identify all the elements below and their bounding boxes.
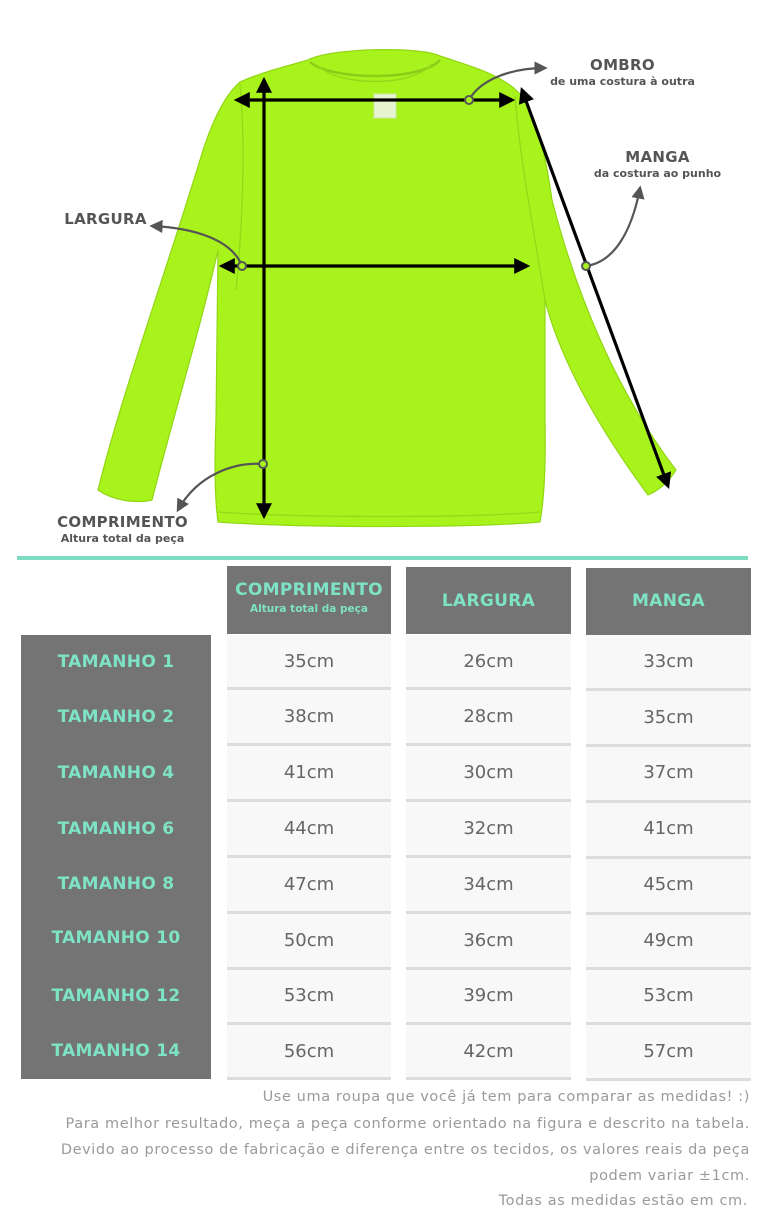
size-label: TAMANHO 6 bbox=[57, 819, 175, 839]
comprimento-subtitle: Altura total da peça bbox=[60, 532, 185, 545]
note-units: Todas as medidas estão em cm. bbox=[498, 1193, 748, 1209]
column-header-manga bbox=[586, 568, 751, 635]
largura-callout bbox=[58, 210, 153, 228]
table-cell: 26cm bbox=[406, 635, 571, 690]
size-label: TAMANHO 8 bbox=[57, 874, 175, 894]
size-label: TAMANHO 10 bbox=[51, 928, 181, 948]
table-cell: 45cm bbox=[586, 859, 751, 915]
column-header-title: LARGURA bbox=[441, 591, 536, 611]
column-header-subtitle: Altura total da peça bbox=[250, 603, 368, 615]
largura-title: LARGURA bbox=[64, 210, 147, 228]
section-divider bbox=[17, 556, 748, 560]
table-cell: 33cm bbox=[586, 635, 751, 691]
size-label: TAMANHO 14 bbox=[51, 1041, 181, 1061]
manga-callout bbox=[585, 148, 730, 180]
ombro-callout bbox=[540, 56, 705, 88]
table-cell: 35cm bbox=[227, 635, 391, 690]
table-cell: 36cm bbox=[406, 914, 571, 970]
size-column bbox=[21, 635, 211, 1079]
size-label: TAMANHO 12 bbox=[51, 986, 181, 1006]
note-variation: Devido ao processo de fabricação e diferença entre os tecidos, os valores reais da peça bbox=[60, 1142, 750, 1158]
note-variation-2: podem variar ±1cm. bbox=[589, 1168, 750, 1184]
ombro-subtitle: de uma costura à outra bbox=[550, 75, 695, 88]
table-cell: 41cm bbox=[586, 803, 751, 859]
manga-subtitle: da costura ao punho bbox=[593, 167, 722, 180]
manga-title: MANGA bbox=[625, 148, 690, 166]
column-header-title: COMPRIMENTO bbox=[235, 580, 383, 600]
table-cell: 34cm bbox=[406, 858, 571, 914]
table-cell: 41cm bbox=[227, 746, 391, 802]
table-cell: 28cm bbox=[406, 690, 571, 746]
size-label: TAMANHO 1 bbox=[57, 652, 175, 672]
table-cell: 56cm bbox=[227, 1025, 391, 1080]
column-header-comprimento bbox=[227, 566, 391, 634]
table-cell: 37cm bbox=[586, 747, 751, 803]
column-header-largura bbox=[406, 567, 571, 634]
note-compare: Use uma roupa que você já tem para comparar as medidas! :) bbox=[262, 1089, 750, 1105]
column-header-title: MANGA bbox=[632, 591, 705, 611]
comprimento-title: COMPRIMENTO bbox=[57, 513, 188, 531]
table-cell: 42cm bbox=[406, 1025, 571, 1080]
shirt-measurement-figure bbox=[0, 0, 768, 550]
table-cell: 35cm bbox=[586, 691, 751, 747]
size-label: TAMANHO 2 bbox=[57, 707, 175, 727]
table-cell: 44cm bbox=[227, 802, 391, 858]
table-cell: 32cm bbox=[406, 802, 571, 858]
size-label: TAMANHO 4 bbox=[57, 763, 175, 783]
table-cell: 57cm bbox=[586, 1025, 751, 1081]
table-cell: 53cm bbox=[227, 970, 391, 1025]
table-cell: 30cm bbox=[406, 746, 571, 802]
comprimento-callout bbox=[40, 513, 205, 545]
table-cell: 50cm bbox=[227, 914, 391, 970]
table-cell: 47cm bbox=[227, 858, 391, 914]
table-cell: 49cm bbox=[586, 915, 751, 970]
note-measure: Para melhor resultado, meça a peça conforme orientado na figura e descrito na tabela. bbox=[65, 1116, 750, 1132]
manga-leader bbox=[586, 188, 640, 266]
table-cell: 53cm bbox=[586, 970, 751, 1025]
shirt-shape bbox=[98, 50, 676, 527]
ombro-title: OMBRO bbox=[590, 56, 655, 74]
table-cell: 39cm bbox=[406, 970, 571, 1025]
table-cell: 38cm bbox=[227, 690, 391, 746]
